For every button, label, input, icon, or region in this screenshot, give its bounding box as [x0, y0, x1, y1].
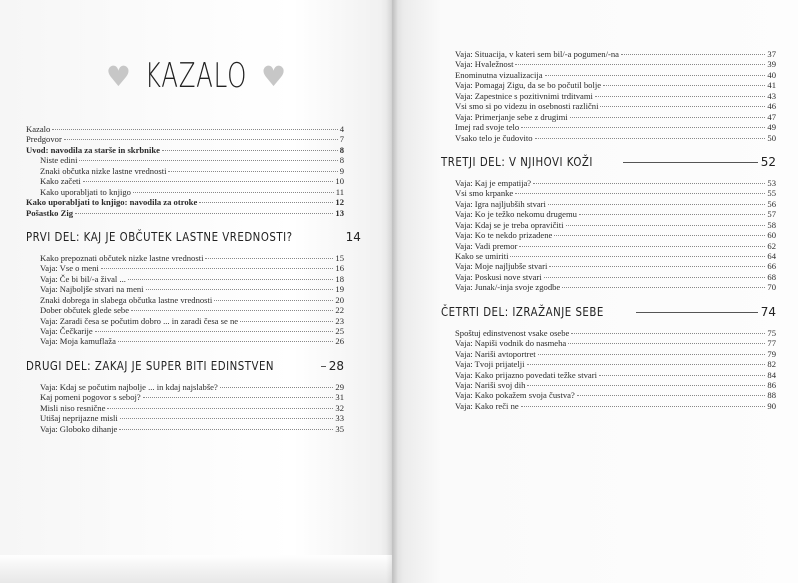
dot-leader [220, 387, 334, 388]
toc-entry [441, 282, 776, 292]
toc-entry [441, 133, 776, 143]
toc-entry-page: 4 [339, 124, 344, 134]
toc-entry-title: Vaja: Če bi bil/-a žival ... [40, 273, 126, 284]
section-heading [26, 356, 344, 376]
toc-entry [441, 230, 776, 240]
dot-leader [599, 375, 765, 376]
toc-entry-page: 11 [335, 186, 344, 197]
heart-left-icon: ♥ [105, 59, 131, 93]
section-page: 28 [328, 358, 344, 373]
toc-entry [26, 413, 344, 423]
toc-entry-page: 10 [335, 176, 344, 187]
toc-entry-title: Vsi smo si po videzu in osebnosti različni [455, 101, 599, 112]
toc-entry-page: 64 [767, 251, 776, 261]
dot-leader [568, 343, 765, 344]
toc-entry-page: 35 [335, 423, 344, 434]
dot-leader [579, 214, 765, 215]
toc-entry [441, 349, 776, 359]
toc-entry-page: 40 [767, 69, 776, 80]
toc-entry-title: Vaja: Ko je težko nekomu drugemu [455, 209, 577, 220]
toc-entry-title: Vaja: Igra najljubših stvari [455, 198, 546, 209]
book-spine [386, 0, 398, 583]
toc-entry [26, 145, 344, 155]
dot-leader [571, 333, 765, 334]
toc-entry-page: 77 [767, 338, 776, 349]
toc-entry-title: Vaja: Kdaj se počutim najbolje ... in kdaj najslabše? [40, 381, 218, 392]
toc-entry-title: Vaja: Junak/-inja svoje zgodbe [455, 282, 561, 293]
dot-leader [533, 183, 765, 184]
heart-right-icon: ♥ [261, 59, 287, 93]
toc-entry-page: 7 [339, 134, 344, 145]
toc-entry-page: 33 [335, 413, 344, 424]
toc-entry [441, 241, 776, 251]
toc-entry-title: Predgovor [26, 134, 62, 145]
section-spacer [441, 293, 776, 302]
toc-entry [441, 401, 776, 411]
toc-entry-title: Vaja: Ko te nekdo prizadene [455, 230, 553, 241]
toc-entry-title: Vaja: Primerjanje sebe z drugimi [455, 111, 568, 122]
toc-entry-title: Vaja: Zaradi česa se počutim dobro ... in zaradi česa se ne [40, 315, 239, 326]
toc-entry-page: 79 [767, 348, 776, 359]
dot-leader [549, 266, 765, 267]
toc-entry-title: Kako začeti [40, 176, 81, 187]
dot-leader [545, 75, 766, 76]
toc-entry-page: 20 [335, 294, 344, 305]
toc-heading [0, 56, 392, 96]
toc-entry [26, 392, 344, 402]
toc-entry [441, 49, 776, 59]
toc-entry-page: 29 [335, 381, 344, 392]
dot-leader [83, 181, 334, 182]
toc-entry [26, 382, 344, 392]
toc-entry [26, 166, 344, 176]
section-leader-line [321, 366, 326, 367]
section-spacer [26, 347, 344, 356]
left-page [0, 0, 392, 583]
dot-leader [510, 256, 765, 257]
dot-leader [120, 418, 334, 419]
dot-leader [515, 64, 765, 65]
toc-entry-page: 60 [767, 230, 776, 241]
dot-leader [577, 395, 766, 396]
toc-entry-title: Kako uporabljati to knjigo [40, 186, 131, 197]
dot-leader [600, 106, 765, 107]
toc-entry-page: 53 [767, 177, 776, 188]
toc-entry-page: 37 [767, 49, 776, 59]
toc-entry-page: 66 [767, 261, 776, 272]
toc-entry [26, 284, 344, 294]
toc-entry-page: 58 [767, 219, 776, 230]
toc-entry [441, 220, 776, 230]
toc-entry-page: 82 [767, 359, 776, 370]
toc-entry-page: 57 [767, 209, 776, 220]
toc-entry-title: Vaja: Kako reči ne [455, 400, 519, 411]
toc-entry-title: Znaki občutka nizke lastne vrednosti [40, 165, 167, 176]
toc-entry [441, 122, 776, 132]
toc-entry-title: Vaja: Vse o meni [40, 263, 99, 274]
section-heading [441, 152, 776, 172]
dot-leader [527, 385, 765, 386]
toc-entry-page: 15 [335, 252, 344, 263]
dot-leader [75, 213, 333, 214]
section-leader-line [623, 162, 758, 163]
toc-entry [441, 209, 776, 219]
toc-entry-title: Pošastko Zig [26, 207, 74, 218]
dot-leader [603, 85, 765, 86]
toc-entry-page: 43 [767, 90, 776, 101]
toc-entry-title: Kaj pomeni pogovor s seboj? [40, 392, 141, 403]
section-heading [441, 302, 776, 322]
toc-entry [441, 251, 776, 261]
dot-leader [515, 193, 765, 194]
dot-leader [570, 117, 766, 118]
toc-entry [26, 326, 344, 336]
toc-entry [441, 188, 776, 198]
dot-leader [521, 127, 765, 128]
toc-entry-page: 31 [335, 392, 344, 403]
toc-entry [26, 155, 344, 165]
dot-leader [79, 160, 337, 161]
section-spacer [441, 143, 776, 152]
section-page: 74 [760, 304, 776, 319]
toc-entry-title: Vaja: Kaj je empatija? [455, 177, 532, 188]
section-title: TRETJI DEL: V NJIHOVI KOŽI [441, 154, 593, 169]
dot-leader [595, 96, 765, 97]
toc-entry [26, 305, 344, 315]
toc-entry-title: Uvod: navodila za starše in skrbnike [26, 144, 160, 155]
dot-leader [554, 235, 765, 236]
dot-leader [544, 277, 766, 278]
toc-entry-title: Vaja: Kako prijazno povedati težke stvari [455, 369, 597, 380]
toc-entry-title: Imej rad svoje telo [455, 122, 520, 133]
toc-entry-page: 39 [767, 59, 776, 70]
toc-entry-page: 70 [767, 282, 776, 293]
dot-leader [240, 321, 333, 322]
toc-entry-page: 47 [767, 111, 776, 122]
toc-entry-page: 49 [767, 122, 776, 133]
toc-entry-page: 19 [335, 284, 344, 295]
toc-entry-title: Dober občutek glede sebe [40, 305, 130, 316]
toc-entry-title: Enominutna vizualizacija [455, 69, 543, 80]
toc-entry [441, 178, 776, 188]
left-toc [26, 124, 361, 434]
toc-entry [441, 70, 776, 80]
dot-leader [118, 341, 334, 342]
toc-entry [26, 208, 344, 218]
toc-entry [441, 272, 776, 282]
toc-entry-page: 86 [767, 379, 776, 390]
toc-entry-page: 41 [767, 80, 776, 91]
section-spacer [26, 218, 344, 227]
toc-entry-page: 68 [767, 271, 776, 282]
toc-entry-page: 8 [339, 155, 344, 166]
toc-entry [441, 370, 776, 380]
toc-entry-title: Vaja: Poskusi nove stvari [455, 271, 542, 282]
toc-entry-page: 32 [335, 402, 344, 413]
toc-entry-title: Vaja: Zapestnice s pozitivnimi trditvami [455, 90, 593, 101]
toc-entry [26, 253, 344, 263]
dot-leader [519, 246, 765, 247]
toc-entry [26, 187, 344, 197]
toc-entry [26, 295, 344, 305]
toc-entry-page: 75 [767, 327, 776, 338]
right-toc [441, 49, 776, 411]
toc-entry-page: 46 [767, 101, 776, 112]
toc-entry [441, 112, 776, 122]
dot-leader [64, 139, 338, 140]
dot-leader [146, 289, 334, 290]
section-page: 52 [760, 154, 776, 169]
dot-leader [548, 204, 765, 205]
toc-entry-page: 25 [335, 326, 344, 336]
toc-entry-title: Utišaj neprijazne misli [40, 413, 118, 424]
toc-entry-title: Vaja: Situacija, v kateri sem bil/-a pogumen/-na [455, 49, 619, 59]
toc-entry [441, 380, 776, 390]
toc-entry [441, 59, 776, 69]
section-page: 14 [345, 229, 361, 244]
dot-leader [535, 138, 766, 139]
toc-entry [26, 197, 344, 207]
toc-entry-title: Vaja: Vadi premor [455, 240, 518, 251]
dot-leader [214, 300, 333, 301]
toc-entry [441, 338, 776, 348]
toc-entry-title: Vaja: Tvoji prijatelji [455, 359, 525, 370]
toc-entry-title: Vaja: Moja kamuflaža [40, 336, 116, 347]
section-heading [26, 227, 361, 247]
dot-leader [621, 54, 765, 55]
toc-entry [26, 336, 344, 346]
toc-entry-title: Vaja: Nariši svoj dih [455, 379, 526, 390]
toc-entry-title: Vaja: Čečkarije [40, 326, 93, 336]
dot-leader [101, 268, 334, 269]
toc-entry-page: 8 [339, 144, 344, 155]
toc-entry [441, 101, 776, 111]
dot-leader [143, 397, 334, 398]
toc-entry-page: 56 [767, 198, 776, 209]
dot-leader [133, 192, 334, 193]
toc-entry-page: 18 [335, 273, 344, 284]
dot-leader [527, 364, 766, 365]
toc-entry [441, 199, 776, 209]
dot-leader [566, 225, 766, 226]
toc-entry-title: Kako se umiriti [455, 251, 509, 261]
toc-entry-title: Kazalo [26, 124, 51, 134]
toc-entry-page: 22 [335, 305, 344, 316]
dot-leader [119, 429, 333, 430]
dot-leader [162, 150, 338, 151]
toc-entry-title: Vaja: Globoko dihanje [40, 423, 118, 434]
dot-leader [107, 408, 333, 409]
dot-leader [95, 331, 334, 332]
toc-entry [441, 261, 776, 271]
toc-entry-title: Kako uporabljati to knjigo: navodila za otroke [26, 197, 198, 208]
toc-entry [441, 91, 776, 101]
toc-entry-title: Vaja: Nariši avtoportret [455, 348, 536, 359]
toc-entry [441, 80, 776, 90]
section-title: ČETRTI DEL: IZRAŽANJE SEBE [441, 304, 604, 319]
toc-entry-title: Vaja: Hvaležnost [455, 59, 514, 70]
toc-entry-title: Vaja: Kdaj se je treba opravičiti [455, 219, 564, 230]
dot-leader [52, 129, 337, 130]
dot-leader [562, 287, 765, 288]
toc-entry-page: 84 [767, 369, 776, 380]
toc-entry-title: Kako prepoznati občutek nizke lastne vrednosti [40, 252, 204, 263]
toc-entry-page: 62 [767, 240, 776, 251]
toc-entry-title: Vaja: Napiši vodnik do nasmeha [455, 338, 567, 349]
dot-leader [131, 310, 333, 311]
toc-entry-page: 50 [767, 132, 776, 143]
toc-entry-title: Znaki dobrega in slabega občutka lastne vrednosti [40, 294, 213, 305]
toc-entry [26, 176, 344, 186]
toc-entry-title: Niste edini [40, 155, 78, 166]
dot-leader [205, 258, 333, 259]
toc-entry [26, 424, 344, 434]
toc-entry [26, 134, 344, 144]
toc-entry-page: 23 [335, 315, 344, 326]
page-bottom-shadow [0, 555, 392, 583]
toc-entry-title: Vaja: Kako pokažem svoja čustva? [455, 390, 575, 401]
toc-entry [26, 274, 344, 284]
toc-entry-page: 13 [335, 207, 344, 218]
toc-entry-page: 88 [767, 390, 776, 401]
dot-leader [199, 202, 333, 203]
toc-entry-page: 55 [767, 188, 776, 199]
dot-leader [538, 354, 766, 355]
toc-entry-title: Vsi smo krpanke [455, 188, 514, 199]
toc-entry [26, 263, 344, 273]
toc-entry-title: Vaja: Pomagaj Zigu, da se bo počutil bolje [455, 80, 602, 91]
toc-entry [441, 390, 776, 400]
dot-leader [128, 279, 333, 280]
toc-entry-page: 9 [339, 165, 344, 176]
toc-entry [26, 403, 344, 413]
toc-entry-title: Spoštuj edinstvenost vsake osebe [455, 327, 570, 338]
section-title: DRUGI DEL: ZAKAJ JE SUPER BITI EDINSTVEN [26, 358, 275, 373]
toc-entry-title: Vaja: Moje najljubše stvari [455, 261, 548, 272]
dot-leader [168, 171, 337, 172]
toc-entry [26, 124, 344, 134]
toc-entry-page: 26 [335, 336, 344, 347]
toc-entry [26, 316, 344, 326]
toc-entry-page: 16 [335, 263, 344, 274]
section-title: PRVI DEL: KAJ JE OBČUTEK LASTNE VREDNOSTI? [26, 229, 293, 244]
section-leader-line [636, 312, 758, 313]
toc-entry-title: Vsako telo je čudovito [455, 132, 533, 143]
toc-entry [441, 359, 776, 369]
dot-leader [521, 406, 766, 407]
toc-entry-page: 90 [767, 400, 776, 411]
toc-entry-title: Vaja: Najboljše stvari na meni [40, 284, 144, 295]
toc-entry-page: 12 [335, 197, 344, 208]
toc-entry-title: Misli niso resnične [40, 402, 106, 413]
right-page [392, 0, 798, 583]
toc-entry [441, 328, 776, 338]
page-title: KAZALO [144, 56, 248, 96]
